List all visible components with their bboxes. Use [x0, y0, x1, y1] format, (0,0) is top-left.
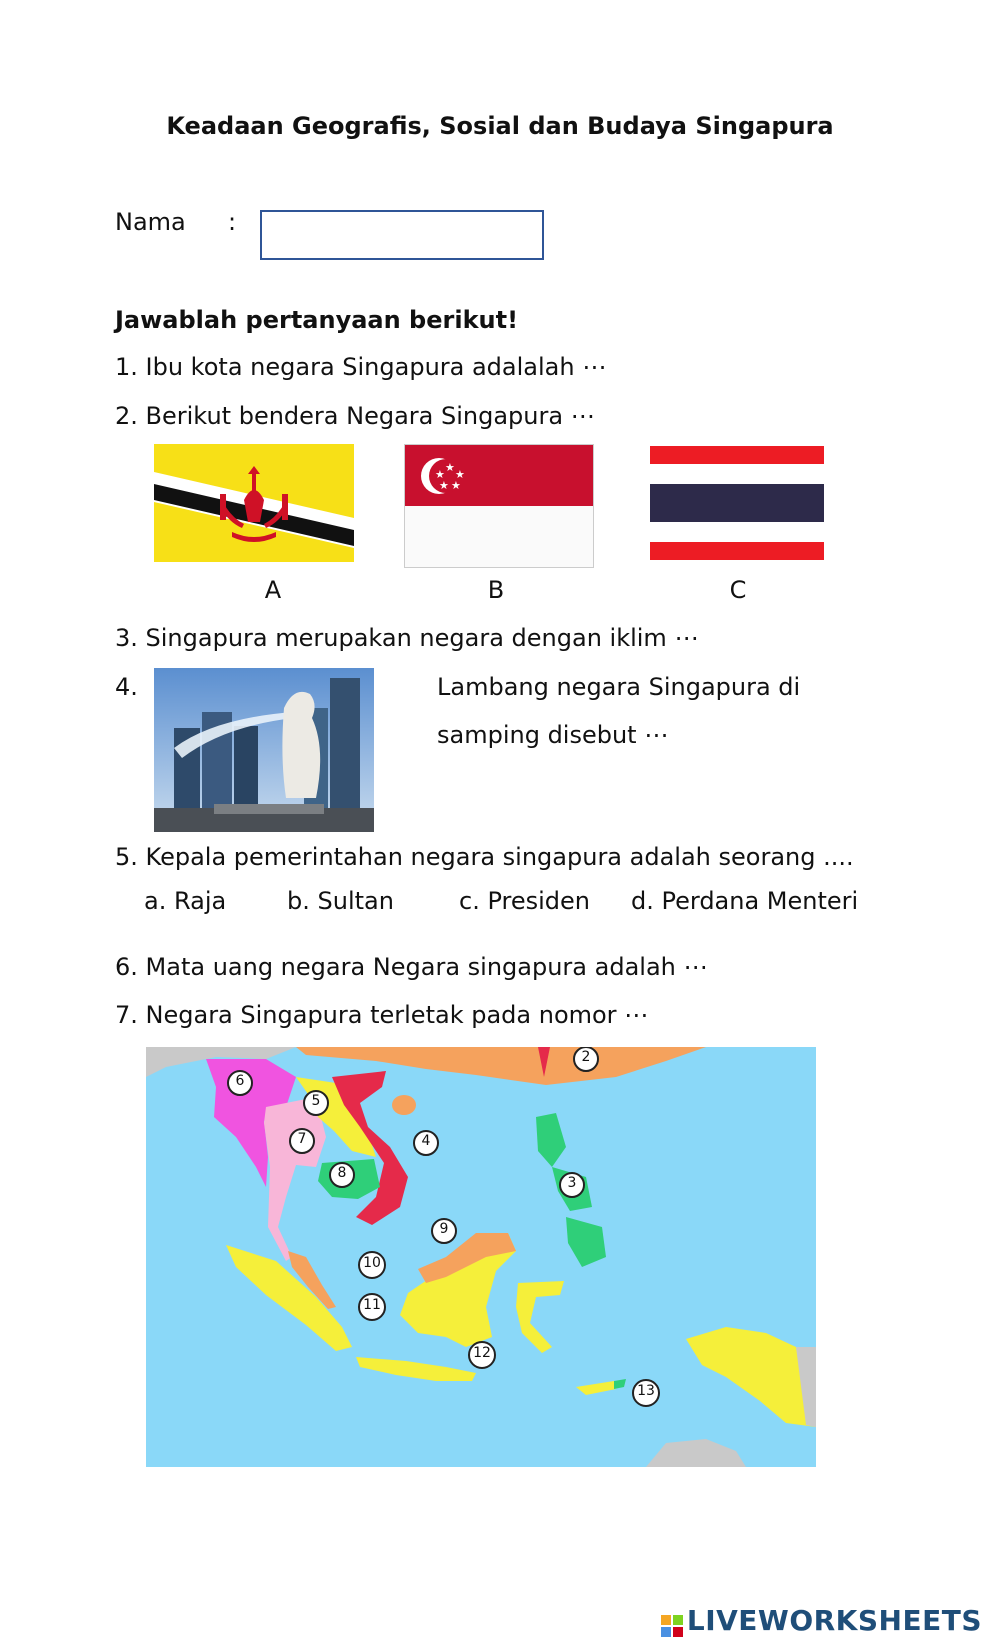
map-label-5: 5 [311, 1093, 321, 1109]
svg-text:★: ★ [435, 468, 445, 481]
flag-c [650, 446, 824, 560]
question-5: 5. Kepala pemerintahan negara singapura adalah seorang .... [115, 843, 854, 871]
map-label-6: 6 [235, 1073, 245, 1089]
question-4-line1: Lambang negara Singapura di [437, 673, 801, 701]
flag-a [154, 444, 354, 562]
flag-b-label: B [487, 576, 505, 604]
instructions-heading: Jawablah pertanyaan berikut! [115, 306, 519, 334]
svg-text:★: ★ [451, 479, 461, 492]
map-label-4: 4 [421, 1133, 431, 1149]
map-label-13: 13 [637, 1383, 655, 1399]
flag-b [404, 444, 594, 568]
southeast-asia-map [146, 1047, 816, 1467]
option-b[interactable]: b. Sultan [287, 887, 394, 915]
brunei-flag-icon [154, 444, 354, 562]
question-4-number: 4. [115, 673, 138, 701]
map-label-11: 11 [363, 1297, 381, 1313]
liveworksheets-icon [661, 1611, 683, 1633]
flag-c-label: C [729, 576, 747, 604]
question-6: 6. Mata uang negara Negara singapura adalah ⋯ [115, 953, 708, 981]
merlion-photo [154, 668, 374, 832]
worksheet-title: Keadaan Geografis, Sosial dan Budaya Singapura [166, 112, 834, 140]
flag-a-label: A [264, 576, 282, 604]
map-label-12: 12 [473, 1345, 491, 1361]
option-c[interactable]: c. Presiden [459, 887, 590, 915]
map-label-9: 9 [439, 1221, 449, 1237]
svg-text:★: ★ [455, 468, 465, 481]
liveworksheets-logo [661, 1604, 982, 1637]
svg-text:★: ★ [439, 479, 449, 492]
map-label-7: 7 [297, 1131, 307, 1147]
map-label-10: 10 [363, 1255, 381, 1271]
thailand-flag-icon [650, 446, 824, 560]
question-4-line2: samping disebut ⋯ [437, 721, 669, 749]
brand-name: LIVEWORKSHEETS [686, 1604, 982, 1637]
question-3: 3. Singapura merupakan negara dengan iklim ⋯ [115, 624, 699, 652]
name-label: Nama [115, 208, 186, 236]
question-7: 7. Negara Singapura terletak pada nomor ⋯ [115, 1001, 649, 1029]
name-colon: : [228, 208, 237, 236]
svg-text:★: ★ [445, 461, 455, 474]
singapore-flag-icon [405, 445, 593, 567]
option-d[interactable]: d. Perdana Menteri [631, 887, 859, 915]
map-label-3: 3 [567, 1175, 577, 1191]
name-input[interactable] [260, 210, 544, 260]
question-2: 2. Berikut bendera Negara Singapura ⋯ [115, 402, 595, 430]
option-a[interactable]: a. Raja [144, 887, 227, 915]
question-1: 1. Ibu kota negara Singapura adalalah ⋯ [115, 353, 607, 381]
map-label-2: 2 [581, 1049, 591, 1065]
map-label-8: 8 [337, 1165, 347, 1181]
